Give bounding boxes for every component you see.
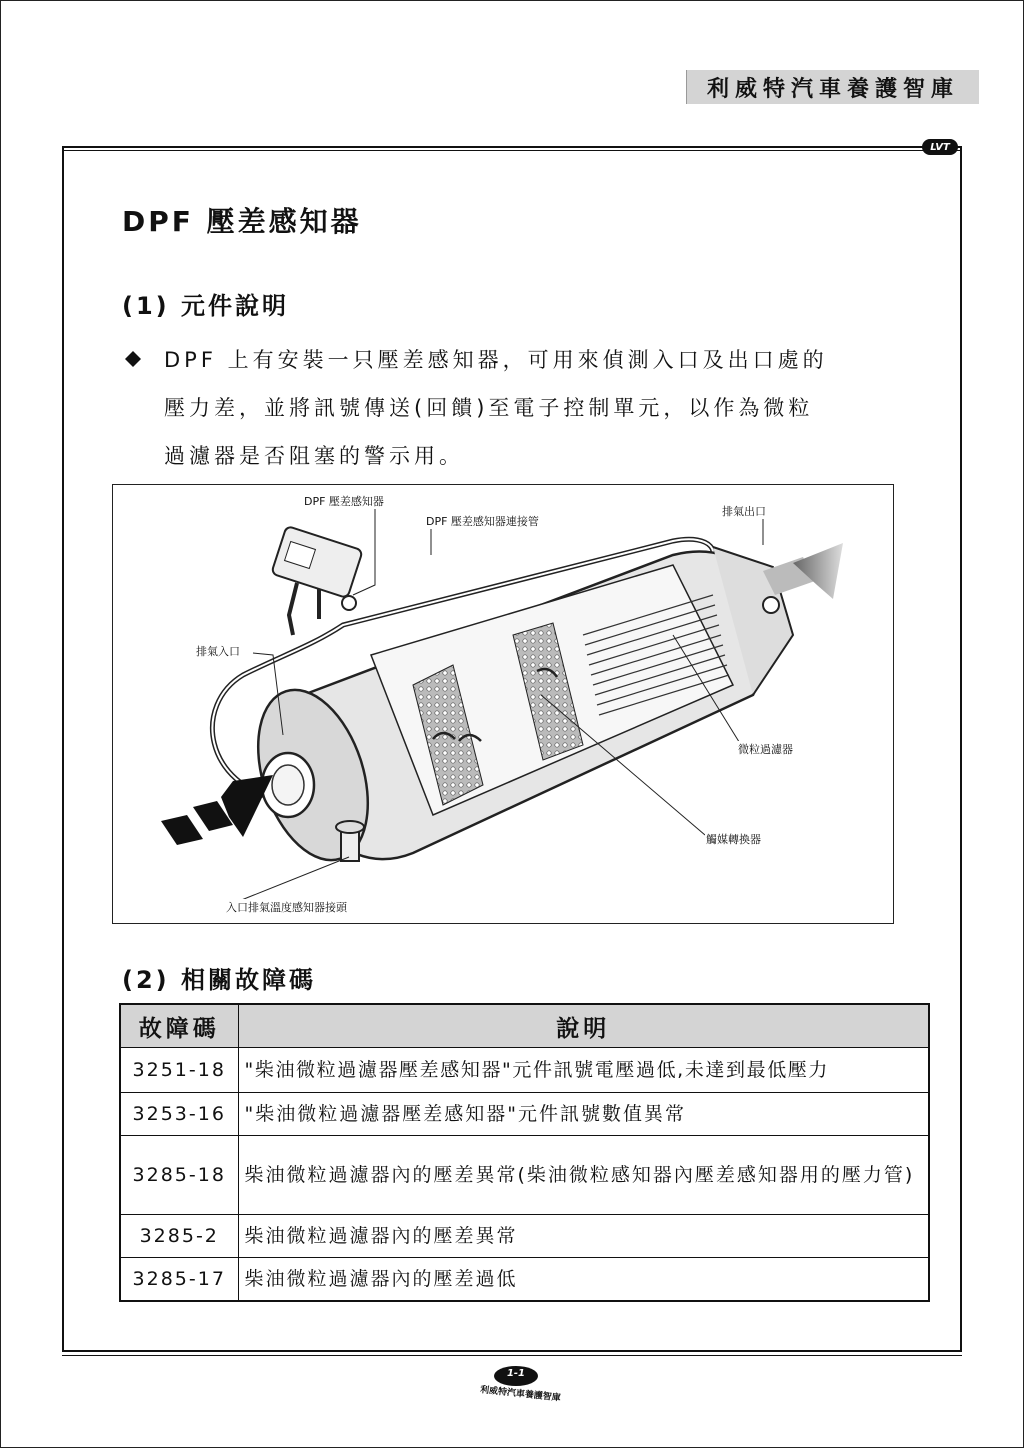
fault-code: 3251-18 bbox=[120, 1048, 238, 1093]
header-brand: 利威特汽車養護智庫 bbox=[686, 70, 979, 104]
footer-rule-thin bbox=[62, 1355, 962, 1356]
footer-page-badge bbox=[479, 1364, 562, 1404]
frame-right-rule bbox=[960, 148, 962, 1350]
lvt-logo-badge: LVT bbox=[922, 139, 958, 155]
dpf-diagram bbox=[112, 484, 894, 924]
page-title: DPF 壓差感知器 bbox=[122, 205, 362, 238]
fault-description: "柴油微粒過濾器壓差感知器"元件訊號電壓過低,未達到最低壓力 bbox=[238, 1048, 929, 1093]
paragraph-line: 壓力差，並將訊號傳送(回饋)至電子控制單元，以作為微粒 bbox=[164, 396, 814, 420]
pressure-sensor-shape bbox=[271, 526, 363, 635]
paragraph-line: DPF 上有安裝一只壓差感知器，可用來偵測入口及出口處的 bbox=[164, 348, 828, 372]
outlet-flow-arrow bbox=[763, 543, 843, 599]
footer-brand: 利威特汽車養護智庫 bbox=[479, 1385, 562, 1404]
table-row bbox=[120, 1215, 929, 1258]
label-exhaust-outlet: 排氣出口 bbox=[722, 505, 766, 518]
label-pressure-sensor: DPF 壓差感知器 bbox=[304, 495, 384, 508]
table-row bbox=[120, 1258, 929, 1302]
paragraph-line: 過濾器是否阻塞的警示用。 bbox=[164, 444, 464, 468]
fault-code: 3285-18 bbox=[120, 1136, 238, 1215]
fault-code-table bbox=[119, 1003, 930, 1302]
label-exhaust-inlet: 排氣入口 bbox=[196, 645, 240, 658]
section-heading-fault-codes: (2) 相關故障碼 bbox=[122, 966, 316, 994]
label-sensor-pipe: DPF 壓差感知器連接管 bbox=[426, 515, 539, 528]
column-header-code: 故障碼 bbox=[120, 1004, 238, 1048]
page-number: 1-1 bbox=[506, 1368, 526, 1379]
footer-rule bbox=[62, 1350, 962, 1352]
header-rule bbox=[62, 146, 962, 148]
column-header-description: 說明 bbox=[238, 1004, 929, 1048]
label-particulate-filter: 微粒過濾器 bbox=[738, 743, 793, 756]
label-catalytic-converter: 觸媒轉換器 bbox=[706, 833, 761, 846]
diamond-bullet-icon bbox=[124, 350, 142, 368]
header-rule-thin bbox=[62, 150, 962, 151]
fault-description: "柴油微粒過濾器壓差感知器"元件訊號數值異常 bbox=[238, 1093, 929, 1136]
table-row bbox=[120, 1136, 929, 1215]
inlet-flow-arrow bbox=[161, 775, 273, 845]
fault-description: 柴油微粒過濾器內的壓差異常 bbox=[238, 1215, 929, 1258]
fault-description: 柴油微粒過濾器內的壓差異常(柴油微粒感知器內壓差感知器用的壓力管) bbox=[238, 1136, 929, 1215]
dpf-canister-shape bbox=[238, 547, 793, 874]
fault-code: 3285-17 bbox=[120, 1258, 238, 1302]
fault-description: 柴油微粒過濾器內的壓差過低 bbox=[238, 1258, 929, 1302]
fault-code: 3253-16 bbox=[120, 1093, 238, 1136]
dpf-illustration bbox=[113, 485, 893, 923]
section-heading-component: (1) 元件說明 bbox=[122, 292, 289, 320]
frame-left-rule bbox=[62, 148, 64, 1350]
table-row bbox=[120, 1093, 929, 1136]
table-row bbox=[120, 1048, 929, 1093]
table-header-row bbox=[120, 1004, 929, 1048]
fault-code: 3285-2 bbox=[120, 1215, 238, 1258]
label-temp-sensor-connector: 入口排氣溫度感知器接頭 bbox=[226, 901, 347, 914]
